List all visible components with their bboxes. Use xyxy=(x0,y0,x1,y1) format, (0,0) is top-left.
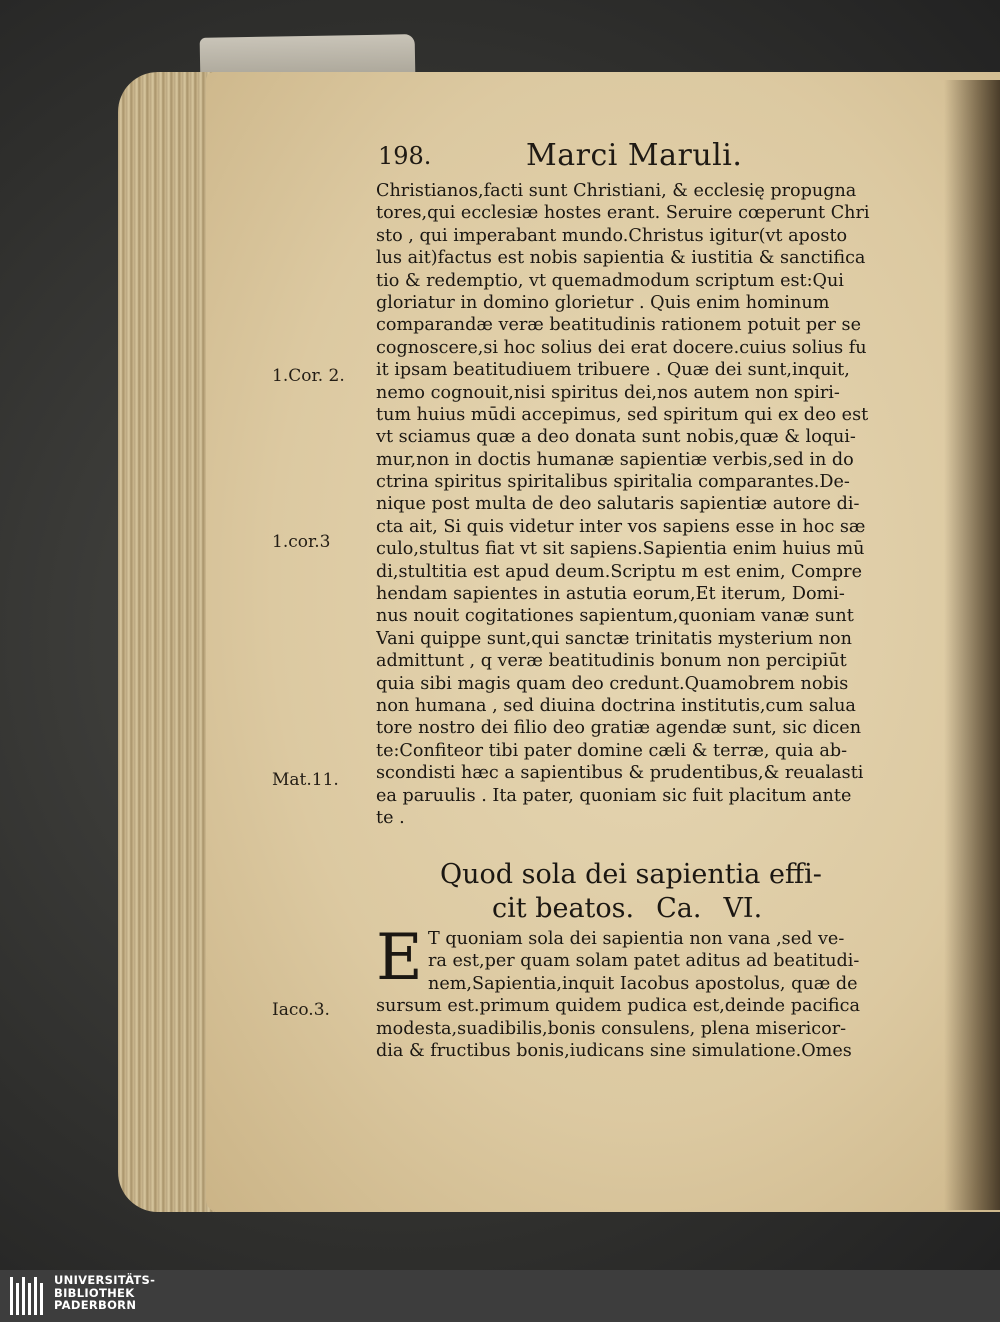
text-line: te:Confiteor tibi pater domine cæli & terræ, quia ab- xyxy=(376,740,848,761)
text-line: dia & fructibus bonis,iudicans sine simulatione.Omes xyxy=(376,1040,852,1061)
text-line: cta ait, Si quis videtur inter vos sapiens esse in hoc sæ xyxy=(376,516,866,537)
text-line: sursum est.primum quidem pudica est,deinde pacifica xyxy=(376,996,860,1017)
text-line: it ipsam beatitudiuem tribuere . Quæ dei sunt,inquit, xyxy=(376,360,850,381)
text-line: quia sibi magis quam deo credunt.Quamobrem nobis xyxy=(376,673,849,694)
text-line: lus ait)factus est nobis sapientia & iustitia & sanctifica xyxy=(376,248,866,269)
text-line: tio & redemptio, vt quemadmodum scriptum est:Qui xyxy=(376,270,844,291)
text-line: di,stultitia est apud deum.Scriptu m est enim, Compre xyxy=(376,561,862,582)
chapter-label: Ca. xyxy=(656,893,702,924)
text-line: hendam sapientes in astutia eorum,Et iterum, Domi- xyxy=(376,584,845,605)
chapter-heading-part: cit beatos. xyxy=(492,893,635,924)
text-line: T quoniam sola dei sapientia non vana ,sed ve- xyxy=(428,929,845,949)
text-line: admittunt , q veræ beatitudinis bonum non percipiūt xyxy=(376,651,847,672)
text-line: nus nouit cogitationes sapientum,quoniam vanæ sunt xyxy=(376,606,854,627)
text-line: comparandæ veræ beatitudinis rationem potuit per se xyxy=(376,315,861,336)
text-line: ctrina spiritus spiritalibus spiritalia comparantes.De- xyxy=(376,472,850,493)
text-line: nemo cognouit,nisi spiritus dei,nos autem non spiri- xyxy=(376,382,840,403)
body-text xyxy=(376,180,884,829)
library-name-line: UNIVERSITÄTS- xyxy=(54,1273,156,1287)
text-line: te . xyxy=(376,807,405,828)
library-name-line: PADERBORN xyxy=(54,1298,137,1312)
running-head xyxy=(378,138,758,178)
text-line: culo,stultus fiat vt sit sapiens.Sapientia enim huius mū xyxy=(376,539,865,560)
text-line: tore nostro dei filio deo gratiæ agendæ sunt, sic dicen xyxy=(376,718,862,739)
text-line: cognoscere,si hoc solius dei erat docere.cuius solius fu xyxy=(376,337,867,358)
chapter-text xyxy=(376,921,884,1062)
text-line: modesta,suadibilis,bonis consulens, plena misericor- xyxy=(376,1018,847,1039)
text-line: vt sciamus quæ a deo donata sunt nobis,quæ & loqui- xyxy=(376,427,856,448)
chapter-heading xyxy=(440,858,840,926)
library-name xyxy=(54,1274,155,1312)
text-line: non humana , sed diuina doctrina institutis,cum salua xyxy=(376,695,856,716)
text-line: Vani quippe sunt,qui sanctæ trinitatis mysterium non xyxy=(376,628,852,649)
library-name-line: BIBLIOTHEK xyxy=(54,1285,135,1300)
margin-note-iaco: Iaco.3. xyxy=(272,1000,330,1020)
text-line: tum huius mūdi accepimus, sed spiritum qui ex deo est xyxy=(376,404,869,425)
text-line: ea paruulis . Ita pater, quoniam sic fuit placitum ante xyxy=(376,785,852,806)
text-line: Christianos,facti sunt Christiani, & ecclesię propugna xyxy=(376,181,857,201)
library-footer xyxy=(0,1270,1000,1322)
text-line: gloriatur in domino glorietur . Quis enim hominum xyxy=(376,292,830,313)
text-line: mur,non in doctis humanæ sapientiæ verbis,sed in do xyxy=(376,449,854,470)
page-number: 198. xyxy=(378,142,432,170)
text-line: sto , qui imperabant mundo.Christus igitur(vt aposto xyxy=(376,225,848,246)
margin-note-cor2: 1.Cor. 2. xyxy=(272,366,345,386)
text-line: nique post multa de deo salutaris sapientiæ autore di- xyxy=(376,494,860,515)
running-title: Marci Maruli. xyxy=(526,138,743,173)
library-logo-icon xyxy=(10,1277,46,1315)
margin-note-mat: Mat.11. xyxy=(272,770,339,790)
text-line: tores,qui ecclesiæ hostes erant. Seruire cœperunt Chri xyxy=(376,203,870,224)
chapter-heading-line-2 xyxy=(440,892,840,926)
margin-note-cor3: 1.cor.3 xyxy=(272,532,331,552)
text-line: nem,Sapientia,inquit Iacobus apostolus, quæ de xyxy=(428,973,858,994)
text-line: scondisti hæc a sapientibus & prudentibus,& reualasti xyxy=(376,763,864,784)
decorated-initial: E xyxy=(376,921,423,995)
chapter-number: VI. xyxy=(723,893,763,924)
page-gutter xyxy=(944,80,1000,1210)
text-line: ra est,per quam solam patet aditus ad beatitudi- xyxy=(428,951,860,972)
chapter-heading-line-1: Quod sola dei sapientia effi- xyxy=(440,859,822,890)
